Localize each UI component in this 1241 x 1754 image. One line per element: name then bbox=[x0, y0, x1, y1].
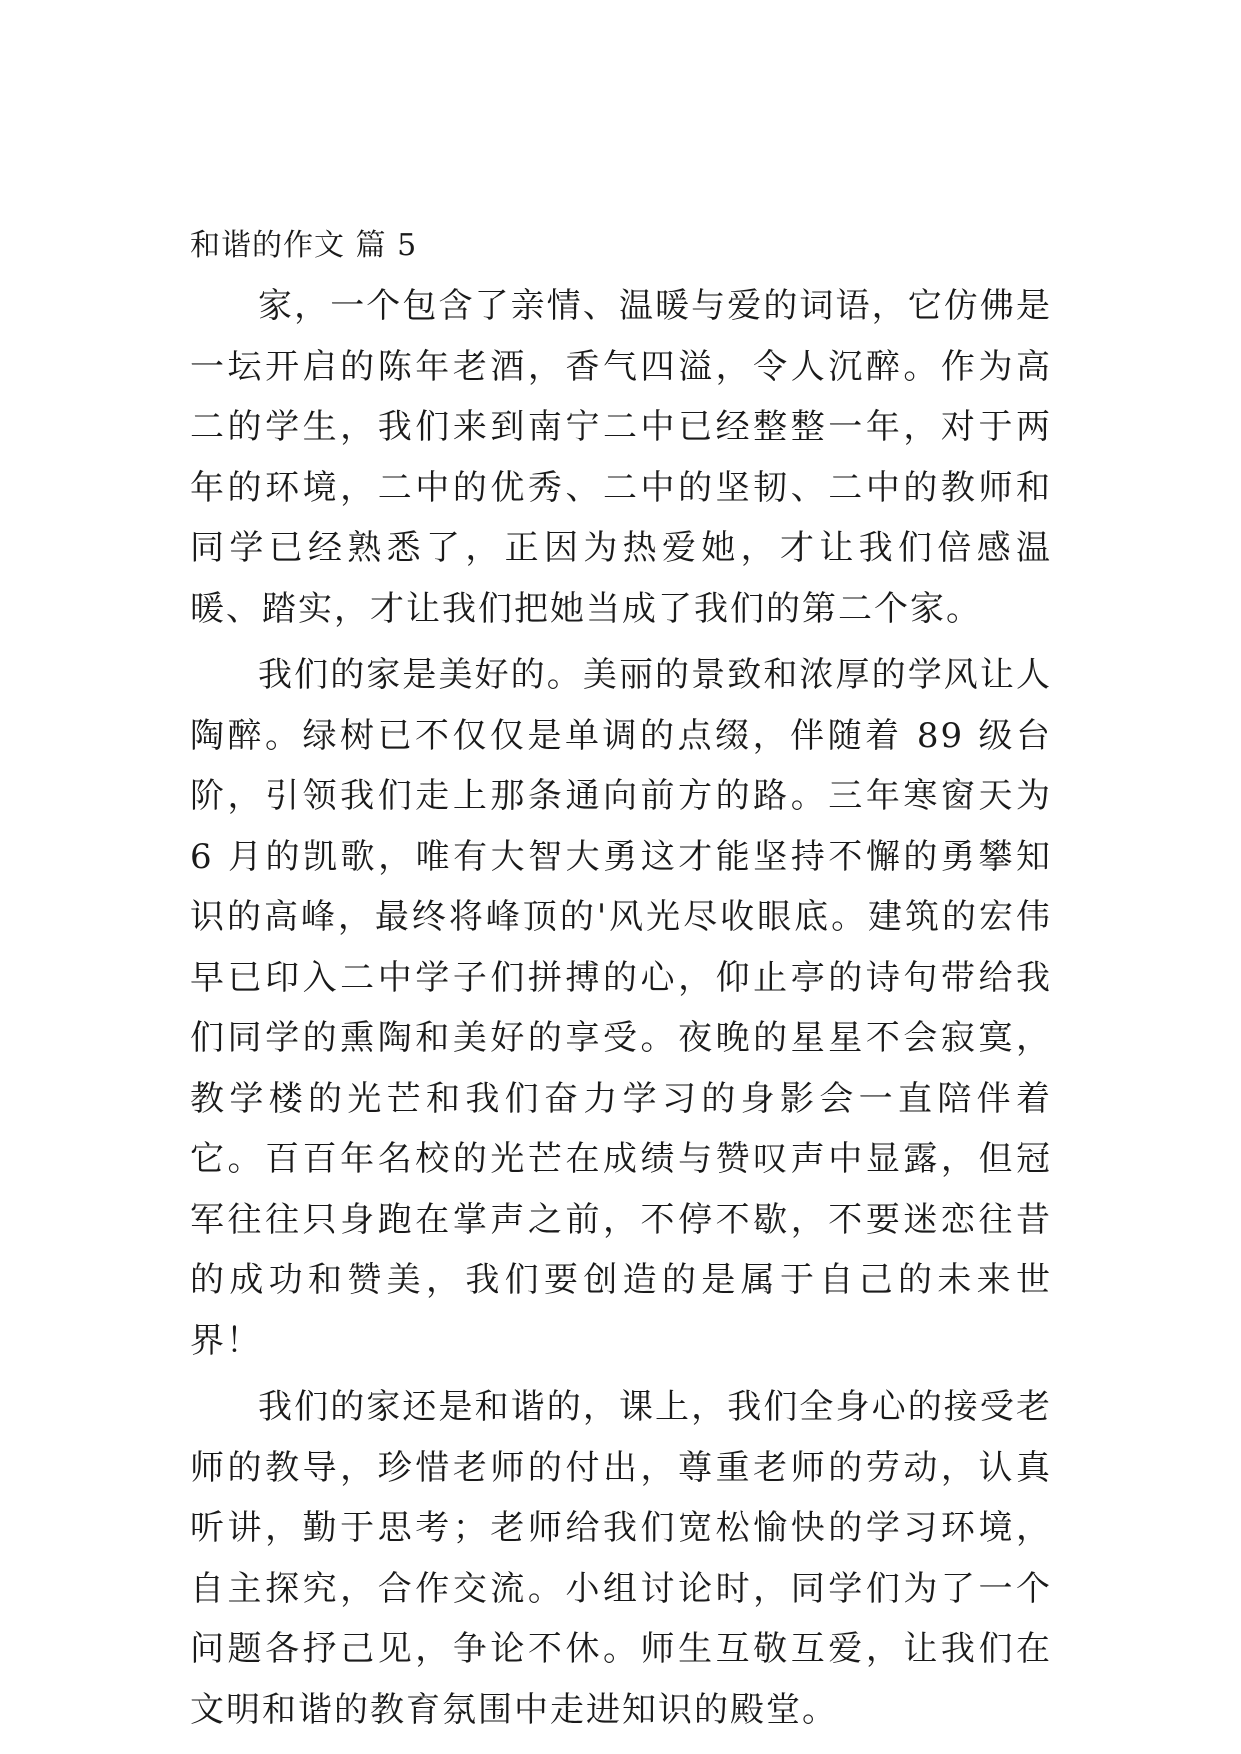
paragraph-2: 我们的家是美好的。美丽的景致和浓厚的学风让人陶醉。绿树已不仅仅是单调的点缀，伴随着 89 级台阶，引领我们走上那条通向前方的路。三年寒窗天为 6 月的凯歌，唯有大智大勇这才能坚持不懈的勇攀知识的高峰，最终将峰顶的'风光尽收眼底。建筑的宏伟早已印入二中学子们拼搏的心，仰止亭的诗句带给我们同学的熏陶和美好的享受。夜晚的星星不会寂寞，教学楼的光芒和我们奋力学习的身影会一直陪伴着它。百百年名校的光芒在成绩与赞叹声中显露，但冠军往往只身跑在掌声之前，不停不歇，不要迷恋往昔的成功和赞美，我们要创造的是属于自己的未来世界！ bbox=[190, 655, 1052, 1361]
paragraph-3: 我们的家还是和谐的，课上，我们全身心的接受老师的教导，珍惜老师的付出，尊重老师的劳动，认真听讲，勤于思考；老师给我们宽松愉快的学习环境，自主探究，合作交流。小组讨论时，同学们为了一个问题各抒己见，争论不休。师生互敬互爱，让我们在文明和谐的教育氛围中走进知识的殿堂。 bbox=[190, 1387, 1052, 1730]
document-body bbox=[190, 216, 1052, 1746]
paragraph-1: 家，一个包含了亲情、温暖与爱的词语，它仿佛是一坛开启的陈年老酒，香气四溢，令人沉醉。作为高二的学生，我们来到南宁二中已经整整一年，对于两年的环境，二中的优秀、二中的坚韧、二中的教师和同学已经熟悉了，正因为热爱她，才让我们倍感温暖、踏实，才让我们把她当成了我们的第二个家。 bbox=[190, 286, 1052, 629]
document-title: 和谐的作文 篇 5 bbox=[190, 228, 418, 263]
